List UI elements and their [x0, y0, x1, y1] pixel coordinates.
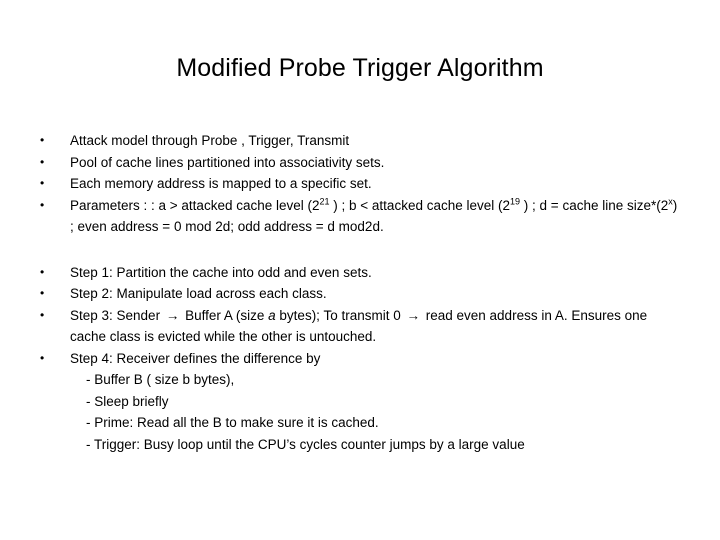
bullet: •	[40, 176, 45, 190]
step4-item	[40, 348, 680, 370]
list-item-text: Step 2: Manipulate load across each class.	[70, 286, 327, 301]
arrow-right-icon: →	[165, 307, 180, 323]
list-item-text: Attack model through Probe , Trigger, Transmit	[70, 133, 350, 148]
bullet: •	[40, 350, 45, 365]
parameters-mid2: ) ; d = cache line size*(2	[523, 197, 669, 213]
bullet: •	[40, 307, 45, 322]
list-item	[40, 262, 680, 284]
exponent: 21	[319, 196, 330, 206]
sub-item: - Prime: Read all the B to make sure it is cached.	[86, 415, 379, 430]
sub-item: - Buffer B ( size b bytes),	[86, 372, 235, 387]
step3-part2: Buffer A (size	[185, 307, 269, 323]
step3-part1: Step 3: Sender	[70, 307, 161, 323]
list-item-text: Step 1: Partition the cache into odd and even sets.	[70, 264, 372, 280]
spacer	[40, 238, 680, 262]
step3-italic: a	[268, 307, 276, 323]
bullet: •	[40, 264, 45, 279]
list-item-text: Each memory address is mapped to a specific set.	[70, 176, 372, 191]
list-item	[40, 283, 680, 305]
exponent: 19	[510, 196, 521, 206]
bullet: •	[40, 154, 45, 169]
parameters-mid: ) ; b < attacked cache level (2	[333, 197, 511, 213]
list-item-text: Pool of cache lines partitioned into associativity sets.	[70, 154, 385, 170]
sub-item: - Trigger: Busy loop until the CPU’s cycles counter jumps by a large value	[86, 436, 525, 452]
step3-item	[40, 305, 680, 348]
parameters-prefix: Parameters : : a > attacked cache level (2	[70, 197, 320, 213]
parameters-item	[40, 195, 680, 238]
list-item	[40, 173, 680, 195]
step4-text: Step 4: Receiver defines the difference by	[70, 350, 321, 366]
step3-part4: read even address in A. Ensures one cache class is evicted while the other is untouched.	[70, 307, 648, 344]
list-item	[40, 152, 680, 174]
slide-title: Modified Probe Trigger Algorithm	[176, 54, 544, 82]
slide-content	[40, 130, 680, 455]
bullet: •	[40, 286, 45, 300]
exponent: x	[668, 196, 673, 206]
arrow-right-icon: →	[406, 307, 420, 323]
list-item	[40, 130, 680, 152]
step3-part3: bytes); To transmit 0	[275, 307, 401, 323]
bullet: •	[40, 133, 45, 147]
parameters-suffix: ) ; even address = 0 mod 2d; odd address = d mod2d.	[70, 197, 678, 234]
sub-item: - Sleep briefly	[86, 393, 169, 409]
bullet: •	[40, 197, 45, 212]
